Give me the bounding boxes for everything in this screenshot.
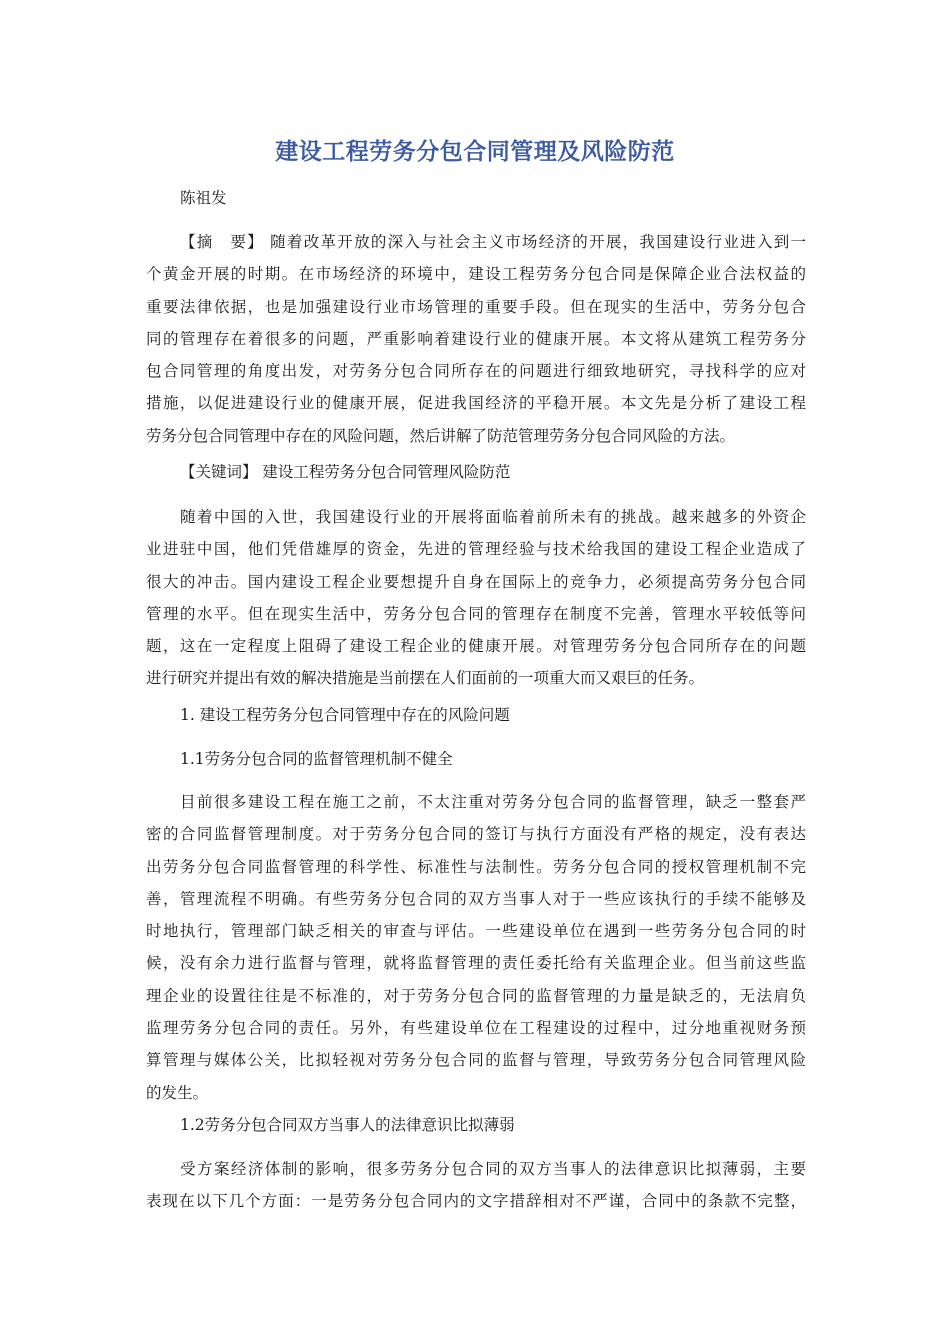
paragraph-line: 算管理与媒体公关，比拟轻视对劳务分包合同的监督与管理，导致劳务分包合同管理风险 [146,1051,806,1070]
paragraph-line: 监理劳务分包合同的责任。另外，有些建设单位在工程建设的过程中，过分地重视财务预 [146,1019,806,1038]
paragraph-line: 善，管理流程不明确。有些劳务分包合同的双方当事人对于一些应该执行的手续不能够及 [146,889,806,908]
paragraph-line: 候，没有余力进行监督与管理，就将监督管理的责任委托给有关监理企业。但当前这些监 [146,954,806,973]
author-name: 陈祖发 [180,189,227,207]
abstract-line: 【摘 要】 随着改革开放的深入与社会主义市场经济的开展，我国建设行业进入到一 [180,233,806,251]
abstract-line: 劳务分包合同管理中存在的风险问题，然后讲解了防范管理劳务分包合同风险的方法。 [146,426,736,445]
paper-title: 建设工程劳务分包合同管理及风险防范 [275,139,675,165]
abstract-line: 措施，以促进建设行业的健康开展，促进我国经济的平稳开展。本文先是分析了建设工程 [146,394,806,413]
intro-line: 题，这在一定程度上阻碍了建设工程企业的健康开展。对管理劳务分包合同所存在的问题 [146,637,806,656]
abstract-line: 同的管理存在着很多的问题，严重影响着建设行业的健康开展。本文将从建筑工程劳务分 [146,329,806,348]
intro-line: 业进驻中国，他们凭借雄厚的资金，先进的管理经验与技术给我国的建设工程企业造成了 [146,540,806,559]
intro-line: 进行研究并提出有效的解决措施是当前摆在人们面前的一项重大而又艰巨的任务。 [146,669,705,688]
intro-paragraph [146,501,806,695]
section-1-2-paragraph [146,1153,806,1218]
intro-line: 随着中国的入世，我国建设行业的开展将面临着前所未有的挑战。越来越多的外资企 [180,508,806,526]
keywords-line: 【关键词】 建设工程劳务分包合同管理风险防范 [180,463,511,481]
abstract-line: 包合同管理的角度出发，对劳务分包合同所存在的问题进行细致地研究，寻找科学的应对 [146,362,806,381]
intro-line: 管理的水平。但在现实生活中，劳务分包合同的管理存在制度不完善，管理水平较低等问 [146,604,806,623]
paragraph-line: 目前很多建设工程在施工之前，不太注重对劳务分包合同的监督管理，缺乏一整套严 [180,793,806,811]
paragraph-line: 密的合同监督管理制度。对于劳务分包合同的签订与执行方面没有严格的规定，没有表达 [146,825,806,844]
paragraph-line: 表现在以下几个方面：一是劳务分包合同内的文字措辞相对不严谨，合同中的条款不完整， [146,1192,806,1211]
paragraph-line: 出劳务分包合同监督管理的科学性、标准性与法制性。劳务分包合同的授权管理机制不完 [146,857,806,876]
section-heading-1-2: 1.2劳务分包合同双方当事人的法律意识比拟薄弱 [180,1116,515,1134]
paragraph-line: 受方案经济体制的影响，很多劳务分包合同的双方当事人的法律意识比拟薄弱，主要 [180,1160,806,1178]
abstract-line: 重要法律依据，也是加强建设行业市场管理的重要手段。但在现实的生活中，劳务分包合 [146,297,806,316]
section-1-1-paragraph [146,786,806,1109]
section-heading-1-1: 1.1劳务分包合同的监督管理机制不健全 [180,750,453,768]
paragraph-line: 理企业的设置往往是不标准的，对于劳务分包合同的监督管理的力量是缺乏的，无法肩负 [146,986,806,1005]
section-heading-1: 1. 建设工程劳务分包合同管理中存在的风险问题 [180,706,510,724]
abstract-line: 个黄金开展的时期。在市场经济的环境中，建设工程劳务分包合同是保障企业合法权益的 [146,265,806,284]
paragraph-line: 时地执行，管理部门缺乏相关的审查与评估。一些建设单位在遇到一些劳务分包合同的时 [146,922,806,941]
abstract-paragraph [146,226,806,452]
paragraph-line: 的发生。 [146,1083,209,1102]
intro-line: 很大的冲击。国内建设工程企业要想提升自身在国际上的竞争力，必须提高劳务分包合同 [146,572,806,591]
